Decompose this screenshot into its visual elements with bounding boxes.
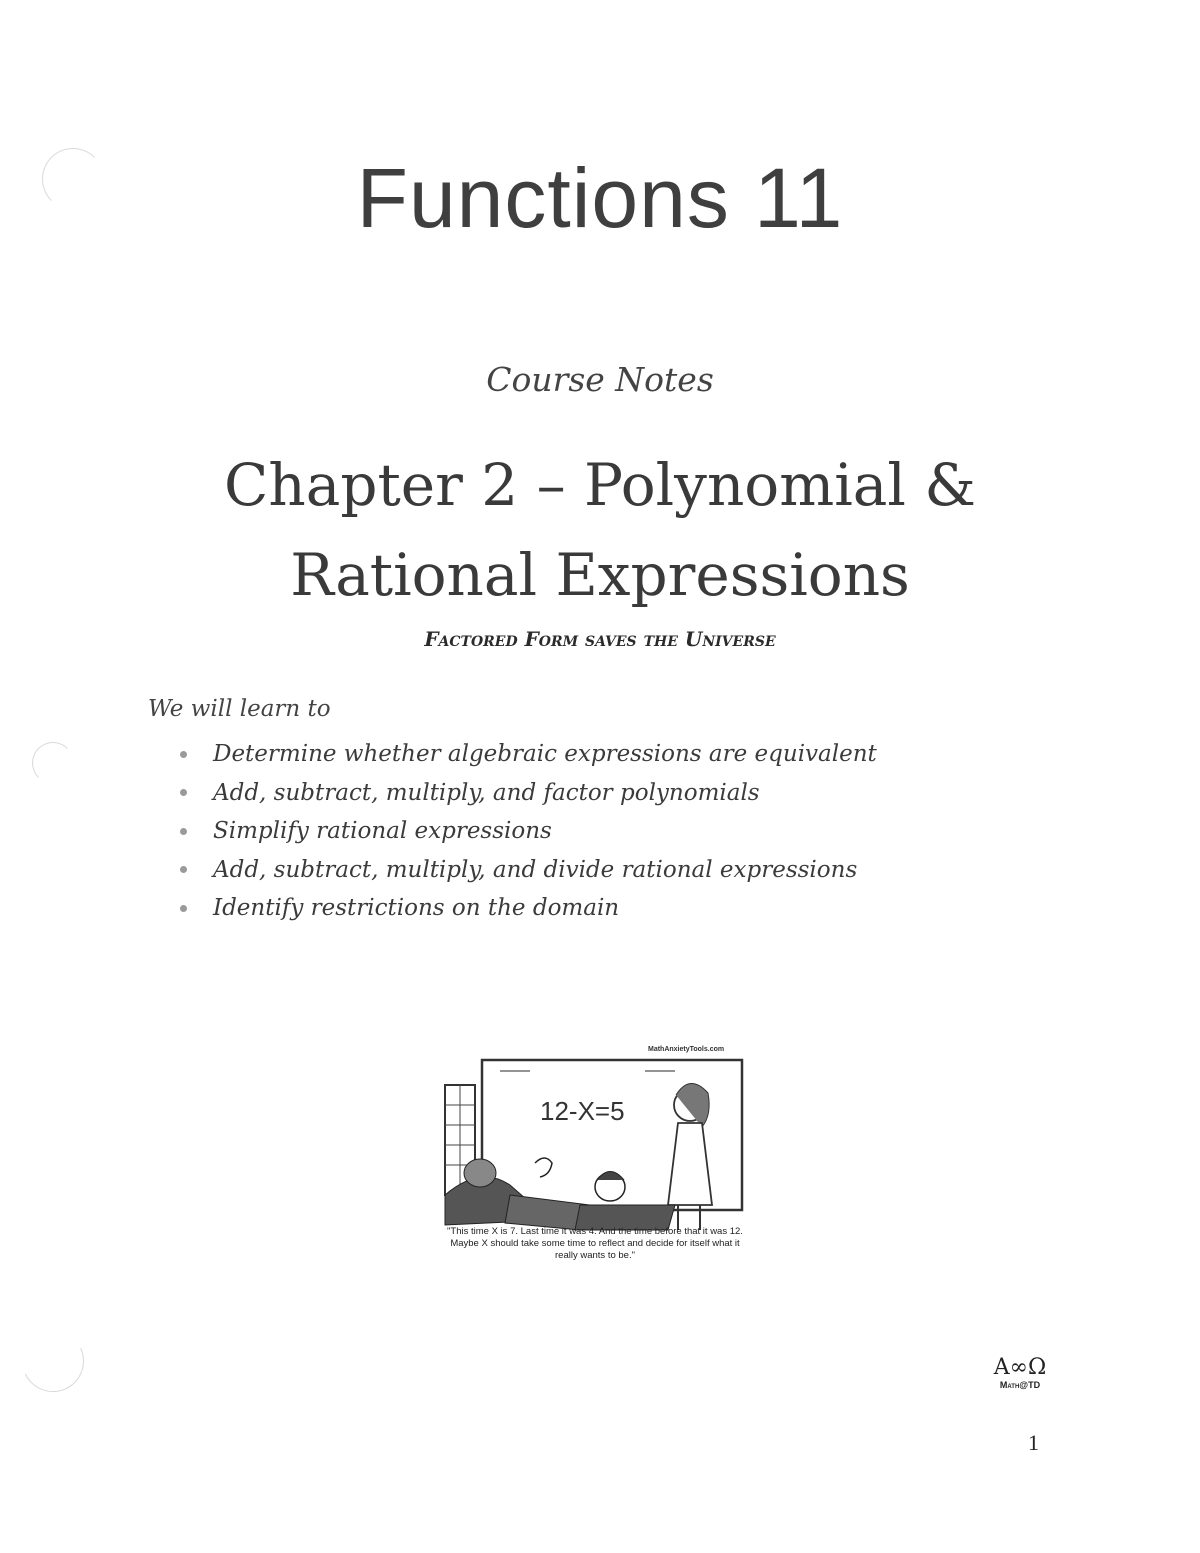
list-item — [180, 889, 877, 928]
bullet-icon — [180, 905, 187, 912]
objectives-intro: We will learn to — [148, 696, 331, 722]
bullet-icon — [180, 866, 187, 873]
objective-text: Determine whether algebraic expressions are equivalent — [213, 741, 877, 768]
objectives-list — [180, 735, 877, 928]
cartoon-equation: 12-X=5 — [540, 1096, 625, 1126]
objective-text: Simplify rational expressions — [213, 818, 552, 845]
list-item — [180, 735, 877, 774]
logo-text: Math@TD — [999, 1380, 1041, 1390]
bullet-icon — [180, 789, 187, 796]
page-number: 1 — [1028, 1430, 1039, 1455]
tagline: Factored Form saves the Universe — [424, 627, 776, 651]
list-item — [180, 851, 877, 890]
subtitle: Course Notes — [486, 360, 714, 399]
objective-text: Add, subtract, multiply, and divide rational expressions — [213, 856, 858, 883]
objective-text: Add, subtract, multiply, and factor polynomials — [213, 779, 760, 806]
chapter-title-line-2: Rational Expressions — [290, 541, 910, 609]
cartoon-caption: "This time X is 7. Last time it was 4. And the time before that it was 12. Maybe X should take some time to reflect and decide for itself what it really wants to be." — [447, 1226, 743, 1261]
bullet-icon — [180, 828, 187, 835]
objective-text: Identify restrictions on the domain — [213, 895, 620, 922]
list-item — [180, 812, 877, 851]
chapter-title-line-1: Chapter 2 – Polynomial & — [224, 451, 976, 519]
course-title: Functions 11 — [356, 151, 844, 245]
bullet-icon — [180, 751, 187, 758]
cartoon-source-label: MathAnxietyTools.com — [648, 1046, 725, 1053]
punch-hole — [13, 1321, 92, 1400]
punch-hole — [32, 742, 74, 784]
list-item — [180, 774, 877, 813]
logo-symbol: A∞Ω — [993, 1355, 1047, 1380]
chapter-title — [0, 440, 1200, 620]
math-td-logo — [985, 1355, 1055, 1390]
